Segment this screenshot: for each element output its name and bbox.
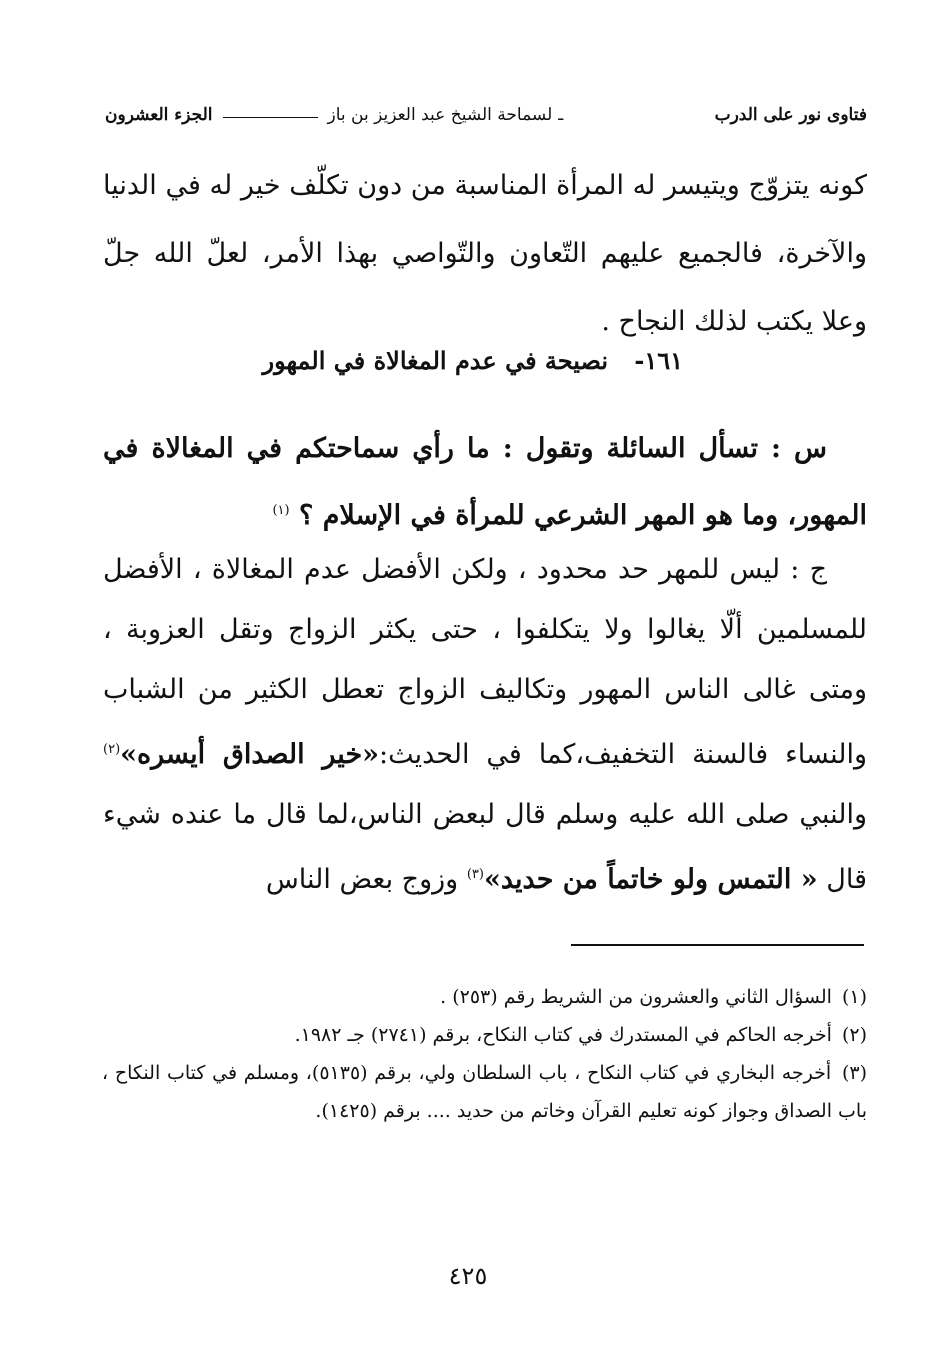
footnote-ref-3[interactable]: (٣) <box>466 867 484 882</box>
footnote-label: (٢) <box>841 1024 867 1046</box>
footnote-label: (١) <box>841 986 867 1008</box>
book-title: فتاوى نور على الدرب <box>714 105 867 125</box>
answer-part-3: وزوج بعض الناس <box>265 864 467 895</box>
footnote-ref-1[interactable]: (١) <box>272 503 290 518</box>
footnote-3 <box>102 1054 867 1130</box>
footnote-label: (٣) <box>841 1062 867 1084</box>
answer-part-1: ج : ليس للمهر حد محدود ، ولكن الأفضل عدم المغالاة ، الأفضل للمسلمين ألّا يغالوا ولا يتكلفوا ، حتى يكثر الزواج وتقل العزوبة ، ومتى غالى الناس المهور وتكاليف الزواج تعطل الكثير من الشباب والنساء فالسنة التخفيف،كما في الحديث: <box>103 554 867 770</box>
question-text: س : تسأل السائلة وتقول : ما رأي سماحتكم في المغالاة في المهور، وما هو المهر الشرعي للمرأة في الإسلام ؟ <box>103 433 867 531</box>
running-header <box>105 98 867 132</box>
hadith-quote-1: «خير الصداق أيسره» <box>120 739 380 770</box>
intro-paragraph: كونه يتزوّج ويتيسر له المرأة المناسبة من دون تكلّف خير له في الدنيا والآخرة، فالجميع عليهم التّعاون والتّواصي بهذا الأمر، لعلّ الله جلّ وعلا يكتب لذلك النجاح . <box>103 170 867 337</box>
section-heading <box>103 346 683 375</box>
footnote-2 <box>102 1016 867 1054</box>
question-paragraph <box>103 418 867 547</box>
footnote-ref-2[interactable]: (٢) <box>103 742 121 757</box>
footnote-text: أخرجه البخاري في كتاب النكاح ، باب السلطان ولي، برقم (٥١٣٥)، ومسلم في كتاب النكاح ، باب الصداق وجواز كونه تعليم القرآن وخاتم من حديد .... برقم (١٤٢٥). <box>102 1062 867 1122</box>
volume-label: الجزء العشرون <box>105 105 213 125</box>
page-number: ٤٢٥ <box>448 1262 488 1290</box>
header-rule <box>223 117 318 118</box>
footnote-text: أخرجه الحاكم في المستدرك في كتاب النكاح، برقم (٢٧٤١) جـ ١٩٨٢. <box>294 1024 832 1046</box>
header-separator: ـ <box>558 105 564 125</box>
header-author-group <box>105 105 563 125</box>
footnote-divider <box>571 944 864 946</box>
footnote-text: السؤال الثاني والعشرون من الشريط رقم (٢٥٣) . <box>440 986 832 1008</box>
answer-part-2: والنبي صلى الله عليه وسلم قال لبعض الناس،لما قال ما عنده شيء قال <box>103 799 867 895</box>
section-title: نصيحة في عدم المغالاة في المهور <box>262 346 608 375</box>
footnote-1 <box>102 978 867 1016</box>
footnotes <box>102 978 867 1130</box>
section-number: ١٦١- <box>634 346 683 375</box>
answer-paragraph <box>103 540 867 910</box>
header-author: لسماحة الشيخ عبد العزيز بن باز <box>327 105 553 125</box>
hadith-quote-2: « التمس ولو خاتماً من حديد» <box>483 864 818 895</box>
